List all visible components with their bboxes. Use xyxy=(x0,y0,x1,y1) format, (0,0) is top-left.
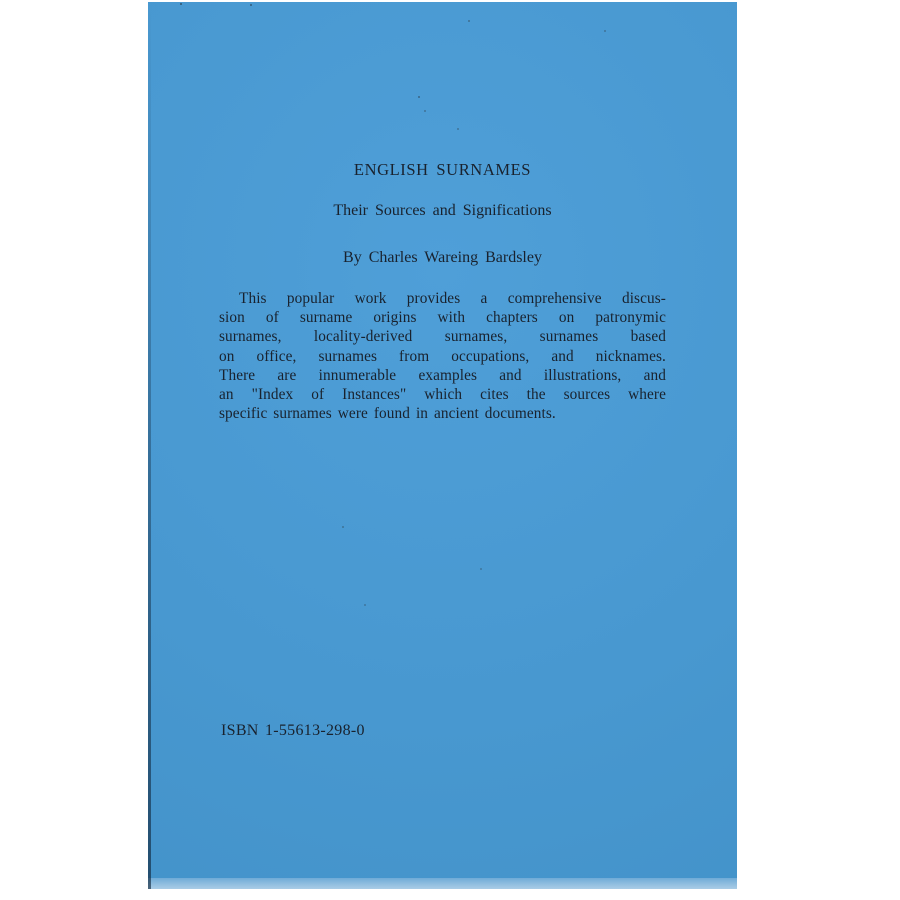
book-back-cover xyxy=(148,2,737,889)
book-author-line: By Charles Wareing Bardsley xyxy=(343,249,542,266)
book-page-edges xyxy=(148,878,737,889)
cover-left-edge-shadow xyxy=(148,2,151,889)
book-subtitle: Their Sources and Significations xyxy=(333,202,552,219)
book-description xyxy=(219,289,666,423)
isbn-text: ISBN 1-55613-298-0 xyxy=(221,722,365,739)
book-title: ENGLISH SURNAMES xyxy=(353,160,532,179)
description-line-2: sion of surname origins with chapters on patronymic xyxy=(219,309,666,327)
description-line-4: on office, surnames from occupations, and nicknames. xyxy=(219,347,666,365)
description-line-3: surnames, locality-derived surnames, surnames based xyxy=(219,328,666,346)
description-line-6: an "Index of Instances" which cites the sources where xyxy=(219,386,666,404)
description-line-1: This popular work provides a comprehensive discus- xyxy=(239,290,666,307)
description-line-7: specific surnames were found in ancient documents. xyxy=(219,405,556,423)
description-line-5: There are innumerable examples and illustrations, and xyxy=(219,366,666,384)
